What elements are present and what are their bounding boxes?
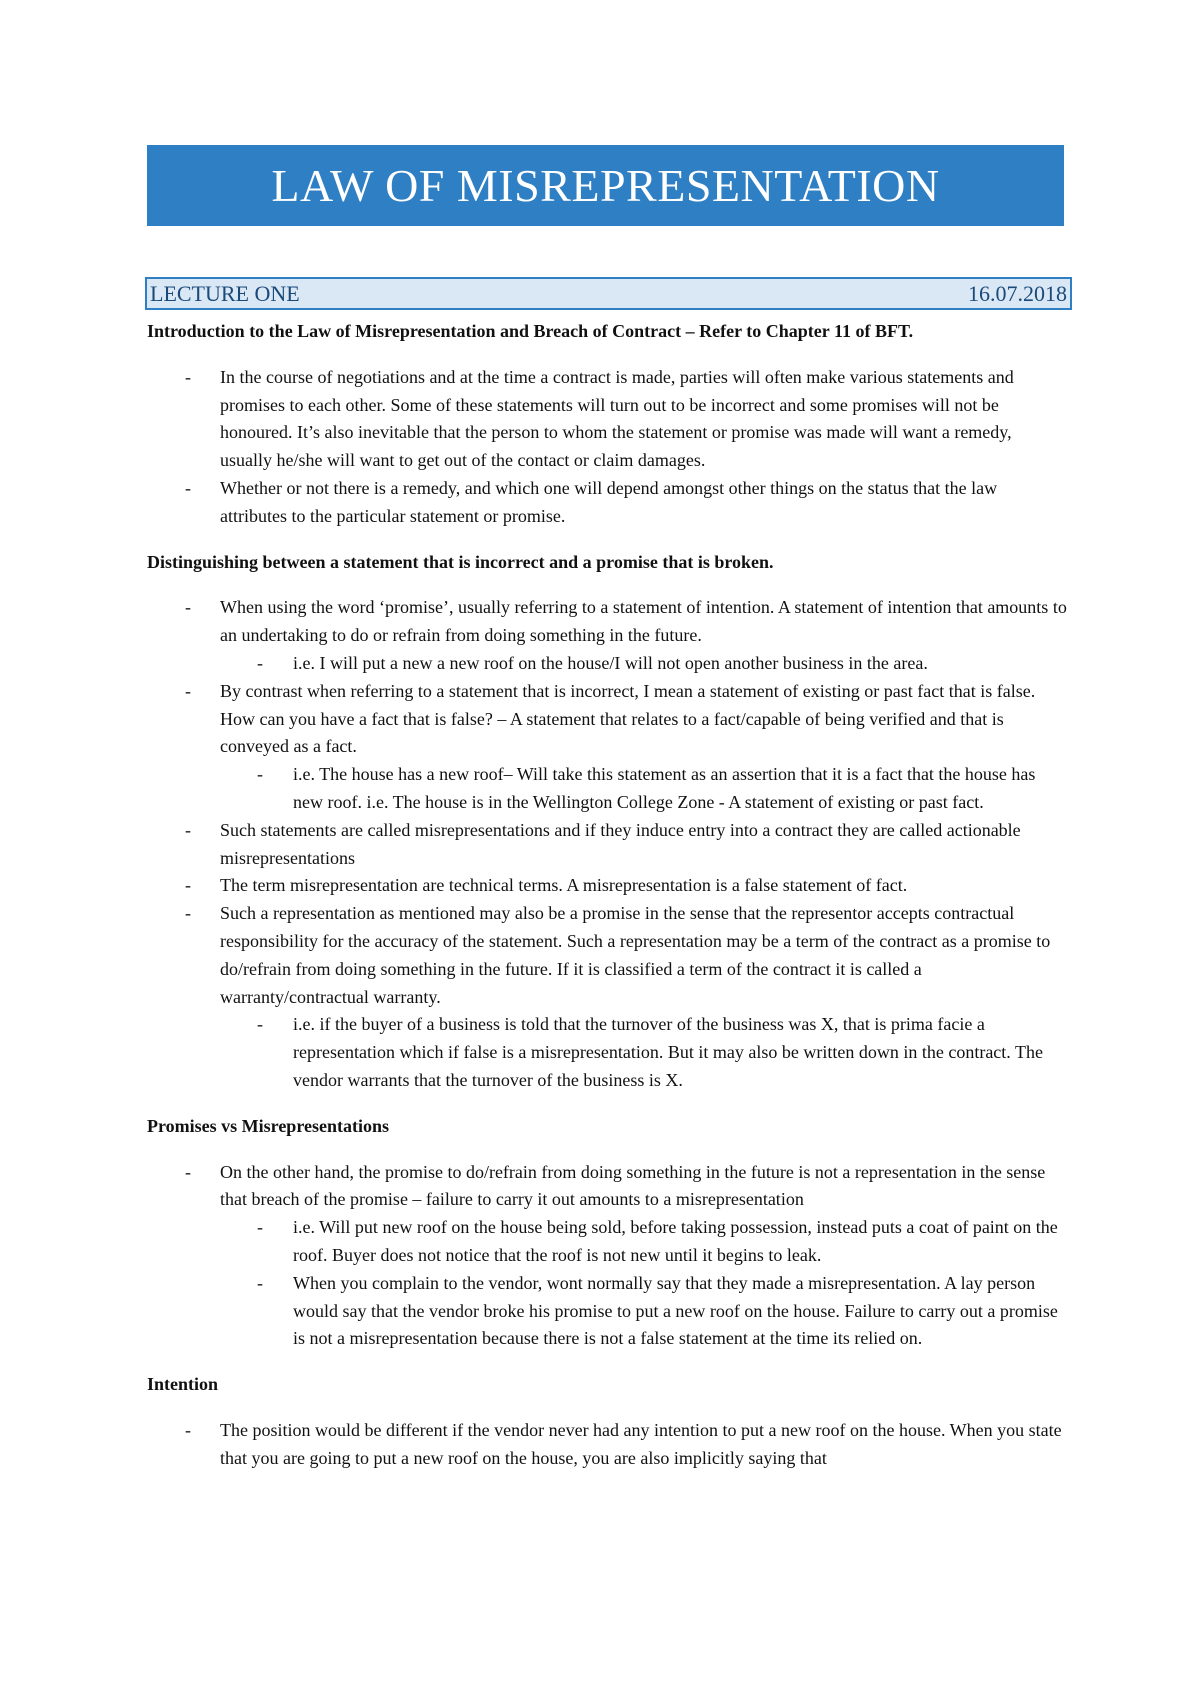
sub-list-item: - i.e. if the buyer of a business is told that the turnover of the business was X, that is prima facie a representation which if false is a misrepresentation. But it may also be written down in the contract. The vendor warrants that the turnover of the business is X. [220,1011,1067,1094]
section-heading-promises-vs-misrepresentations: Promises vs Misrepresentations [147,1115,389,1136]
list-item-text: On the other hand, the promise to do/refrain from doing something in the future is not a representation in the sense that breach of the promise – failure to carry it out amounts to a misrepresentation [220,1161,1046,1210]
document-title: LAW OF MISREPRESENTATION [271,160,940,211]
document-body [147,318,1067,1472]
title-banner [147,145,1064,226]
sub-bullet-list [220,761,1067,817]
list-item: - The term misrepresentation are technical terms. A misrepresentation is a false statement of fact. [147,872,1067,900]
list-item: - The position would be different if the vendor never had any intention to put a new roof on the house. When you state that you are going to put a new roof on the house, you are also implicitly saying that [147,1417,1067,1473]
list-item: - Such statements are called misrepresentations and if they induce entry into a contract they are called actionable misrepresentations [147,817,1067,873]
list-item: - In the course of negotiations and at the time a contract is made, parties will often make various statements and promises to each other. Some of these statements will turn out to be incorrect and some promises will not be honoured. It’s also inevitable that the person to whom the statement or promise was made will want a remedy, usually he/she will want to get out of the contact or claim damages. [147,364,1067,475]
list-item-text: Such a representation as mentioned may also be a promise in the sense that the representor accepts contractual responsibility for the accuracy of the statement. Such a representation may be a term of the contract as a promise to do/refrain from doing something in the future. If it is classified a term of the contract it is called a warranty/contractual warranty. [220,903,1051,1007]
list-item [147,678,1067,817]
bullet-list-promises [147,1159,1067,1354]
bullet-list-intention [147,1417,1067,1473]
section-heading-intention: Intention [147,1374,219,1395]
lecture-date: 16.07.2018 [968,280,1067,306]
sub-list-item: - i.e. Will put new roof on the house being sold, before taking possession, instead puts a coat of paint on the roof. Buyer does not notice that the roof is not new until it begins to leak. [220,1214,1067,1270]
sub-bullet-list [220,1214,1067,1353]
bullet-list-introduction [147,364,1067,531]
list-item [147,1159,1067,1354]
list-item [147,900,1067,1095]
bullet-list-distinguishing [147,594,1067,1094]
list-item [147,594,1067,677]
sub-list-item: - i.e. The house has a new roof– Will take this statement as an assertion that it is a fact that the house has new roof. i.e. The house is in the Wellington College Zone - A statement of existing or past fact. [220,761,1067,817]
lecture-header-bar [145,277,1072,310]
sub-bullet-list [220,1011,1067,1094]
list-item-text: When using the word ‘promise’, usually referring to a statement of intention. A statement of intention that amounts to an undertaking to do or refrain from doing something in the future. [220,597,1067,646]
sub-list-item: - i.e. I will put a new a new roof on the house/I will not open another business in the area. [220,650,1067,678]
sub-bullet-list [220,650,1067,678]
list-item-text: By contrast when referring to a statement that is incorrect, I mean a statement of existing or past fact that is false. How can you have a fact that is false? – A statement that relates to a fact/capable of being verified and that is conveyed as a fact. [220,680,1036,757]
sub-list-item: - When you complain to the vendor, wont normally say that they made a misrepresentation. A lay person would say that the vendor broke his promise to put a new roof on the house. Failure to carry out a promise is not a misrepresentation because there is not a false statement at the time its relied on. [220,1270,1067,1353]
lecture-label: LECTURE ONE [150,280,300,306]
list-item: - Whether or not there is a remedy, and which one will depend amongst other things on the status that the law attributes to the particular statement or promise. [147,475,1067,531]
section-heading-distinguishing: Distinguishing between a statement that is incorrect and a promise that is broken. [147,551,774,572]
section-heading-introduction: Introduction to the Law of Misrepresentation and Breach of Contract – Refer to Chapter 11 of BFT. [147,321,914,341]
